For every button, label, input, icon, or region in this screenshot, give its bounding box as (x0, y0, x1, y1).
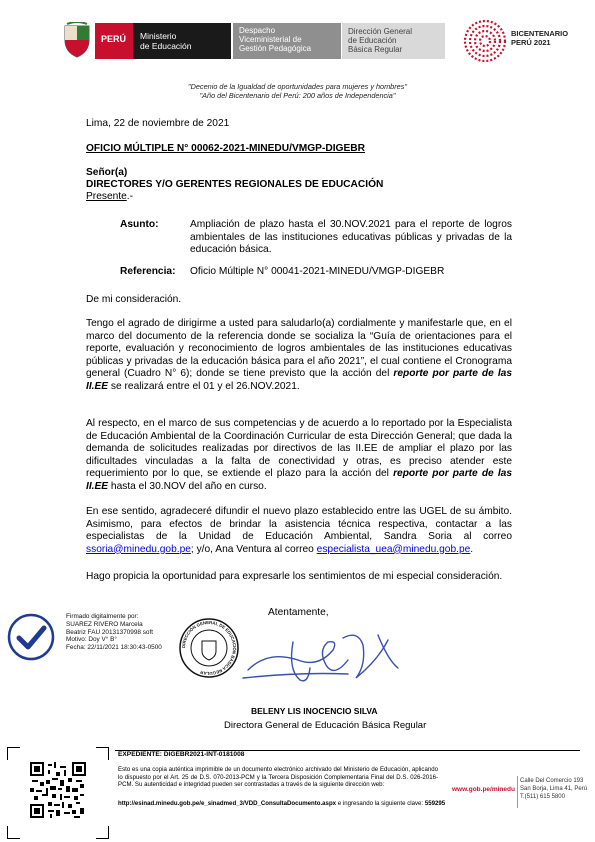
qr-corner (7, 747, 20, 760)
email-link-especialista[interactable]: especialista_uea@minedu.gob.pe (316, 543, 471, 555)
digital-signature-check-icon (6, 612, 56, 662)
motto: "Decenio de la Igualdad de oportunidades para mujeres y hombres" "Año del Bicentenario del Perú: 200 años de Independencia" (188, 82, 407, 100)
digital-signature-info: Firmado digitalmente por: SUAREZ RIVERO Marcela Beatriz FAU 20131370998 soft Motivo: Doy V° B° Fecha: 22/11/2021 18:30:43-0500 (66, 613, 162, 652)
signer-title: Directora General de Educación Básica Regular (224, 720, 427, 731)
atentamente: Atentamente, (268, 607, 329, 618)
direccion-label: Dirección General de Educación Básica Regular (342, 23, 445, 59)
qr-code[interactable] (30, 762, 86, 818)
official-seal-icon (178, 617, 240, 679)
signer-name: BELENY LIS INOCENCIO SILVA (251, 706, 378, 716)
ministerio-label: Ministerio de Educación (133, 23, 231, 59)
bicentenario-text: BICENTENARIO PERÚ 2021 (511, 29, 569, 47)
authenticity-note: Esto es una copia auténtica imprimible de un documento electrónico archivado del Ministerio de Educación, aplicando lo dispuesto por el Art. 25 de D.S. 070-2013-PCM y la Tercera Disposición Complementaria Final del D.S. 026-2016-PCM. Su autenticidad e integridad pueden ser contrastadas a través de la siguiente dirección web: (118, 766, 438, 788)
bicentenario-logo-icon (462, 18, 508, 64)
verification-url: http://esinad.minedu.gob.pe/e_sinadmed_3/VDD_ConsultaDocumento.aspx e ingresando la siguiente clave: 559295 (118, 800, 446, 807)
verification-link[interactable]: http://esinad.minedu.gob.pe/e_sinadmed_3/VDD_ConsultaDocumento.aspx (118, 800, 337, 807)
peru-brand: PERÚ (95, 23, 133, 59)
referencia-text: Oficio Múltiple N° 00041-2021-MINEDU/VMGP-DIGEBR (190, 266, 445, 277)
footer-separator (517, 776, 518, 808)
despacho-label: Despacho Viceministerial de Gestión Pedagógica (233, 23, 341, 59)
letter-date: Lima, 22 de noviembre de 2021 (86, 118, 230, 129)
recipients: DIRECTORES Y/O GERENTES REGIONALES DE EDUCACIÓN (86, 179, 384, 190)
oficio-number: OFICIO MÚLTIPLE N° 00062-2021-MINEDU/VMGP-DIGEBR (86, 143, 365, 154)
asunto-text: Ampliación de plazo hasta el 30.NOV.2021 para el reporte de logros ambientales de las instituciones educativas públicas y privadas de la educación básica. (190, 219, 512, 255)
qr-corner (7, 826, 20, 839)
expediente: EXPEDIENTE: DIGEBR2021-INT-0181008 (118, 751, 245, 758)
address: Calle Del Comercio 193 San Borja, Lima 41, Perú T.(511) 615 5800 (520, 778, 588, 800)
presente: Presente.- (86, 191, 134, 202)
handwritten-signature (238, 620, 408, 692)
consideracion: De mi consideración. (86, 294, 182, 305)
paragraph-2: Al respecto, en el marco de sus competencias y de acuerdo a lo reportado por la Especialista de Educación Ambiental de la Coordinación Curricular de esta Dirección General; que dada la demanda de solicitudes realizadas por directivos de las II.EE de ampliar el plazo por las dificultades vinculadas a la falta de conectividad y otras, es preciso atender este requerimiento por lo que, se extiende el plazo para la acción del reporte por parte de las II.EE hasta el 30.NOV del año en curso. (86, 418, 512, 492)
gob-website[interactable]: www.gob.pe/minedu (452, 786, 515, 793)
paragraph-3: En ese sentido, agradeceré difundir el nuevo plazo establecido entre las UGEL de su ámbito. Asimismo, para efectos de brindar la asistencia técnica respectiva, contactar a las especialistas de la Unidad de Educación Ambiental, Sandra Soria al correo ssoria@minedu.gob.pe; y/o, Ana Ventura al correo especialista_uea@minedu.gob.pe. (86, 506, 512, 555)
paragraph-4: Hago propicia la oportunidad para expresarle los sentimientos de mi especial consideración. (86, 571, 503, 582)
qr-corner (96, 826, 109, 839)
email-link-ssoria[interactable]: ssoria@minedu.gob.pe (86, 543, 191, 555)
qr-corner (96, 747, 109, 760)
svg-text:DIRECCIÓN GENERAL DE EDUCACIÓN: DIRECCIÓN GENERAL DE EDUCACIÓN BÁSICA REGULAR (180, 619, 238, 677)
asunto-label: Asunto: (120, 219, 159, 230)
referencia-label: Referencia: (120, 266, 176, 277)
paragraph-1: Tengo el agrado de dirigirme a usted para saludarlo(a) cordialmente y manifestarle que, en el marco del documento de la referencia donde se socializa la “Guía de orientaciones para el reporte, evaluación y reconocimiento de logros ambientales de las instituciones educativas públicas y privadas de la educación básica para el año 2021”, el cual contiene el Cronograma general (Cuadro N° 6); donde se tiene previsto que la acción del reporte por parte de las II.EE se realizará entre el 01 y el 26.NOV.2021. (86, 318, 512, 392)
coat-of-arms-icon (62, 22, 92, 58)
salutation: Señor(a) (86, 167, 128, 178)
